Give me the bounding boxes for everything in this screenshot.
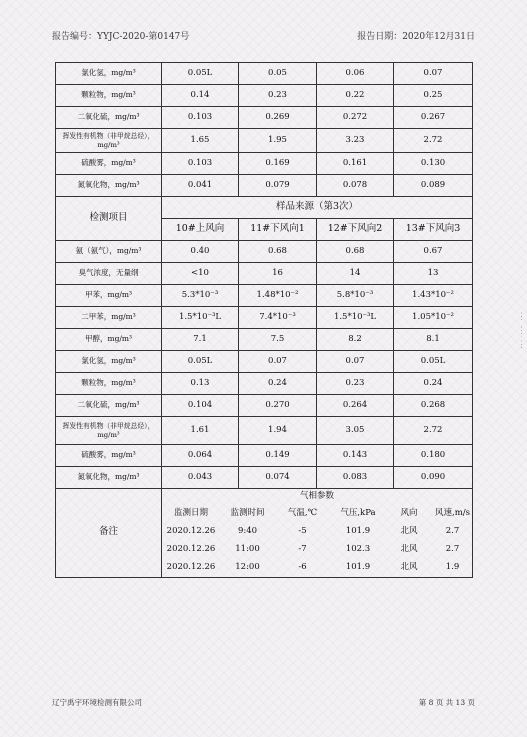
value-cell: 0.25 [394,85,473,107]
value-cell: <10 [162,263,239,285]
value-cell: 0.269 [239,107,317,129]
table-row [56,417,473,445]
value-cell: 0.68 [239,241,317,263]
value-cell: 1.5*10⁻³L [317,307,394,329]
weather-row [162,523,473,541]
item-label: 甲苯，mg/m³ [56,285,162,307]
weather-cell: 气温,℃ [287,507,318,518]
weather-cell: 2020.12.26 [166,543,216,554]
column-header: 12#下风向2 [317,219,394,241]
weather-cell: 2.7 [445,525,460,536]
item-label: 氮氧化物，mg/m³ [56,467,162,489]
value-cell: 0.090 [394,467,473,489]
value-cell: 0.079 [239,175,317,197]
value-cell: 0.078 [317,175,394,197]
weather-cell: 气压,kPa [340,507,376,518]
value-cell: 0.23 [317,373,394,395]
value-cell: 1.05*10⁻² [394,307,473,329]
report-date: 报告日期：2020年12月31日 [357,32,475,42]
item-label: 二氧化硫，mg/m³ [56,107,162,129]
weather-cell: 北风 [400,561,418,572]
item-label: 氯化氢，mg/m³ [56,351,162,373]
item-label: 氨（氨气），mg/m³ [56,241,162,263]
value-cell: 0.103 [162,107,239,129]
value-cell: 0.089 [394,175,473,197]
value-cell: 0.104 [162,395,239,417]
weather-cell: 11:00 [235,543,260,554]
table-row [56,153,473,175]
weather-cell: 2020.12.26 [166,525,216,536]
table-row [56,63,473,85]
weather-cell: -7 [298,543,307,554]
source-header: 样品来源（第3次） [162,197,473,219]
weather-cell: 101.9 [345,561,371,572]
value-cell: 0.180 [394,445,473,467]
value-cell: 0.264 [317,395,394,417]
value-cell: 0.07 [239,351,317,373]
item-label: 挥发性有机物（非甲烷总烃），mg/m³ [56,129,162,153]
notes-label: 备注 [56,489,162,578]
value-cell: 1.5*10⁻³L [162,307,239,329]
value-cell: 0.161 [317,153,394,175]
value-cell: 0.043 [162,467,239,489]
value-cell: 3.23 [317,129,394,153]
column-header: 11#下风向1 [239,219,317,241]
value-cell: 0.169 [239,153,317,175]
item-label: 颗粒物，mg/m³ [56,85,162,107]
weather-cell: -6 [298,561,307,572]
value-cell: 0.074 [239,467,317,489]
table-row [56,351,473,373]
item-label: 颗粒物，mg/m³ [56,373,162,395]
value-cell: 0.272 [317,107,394,129]
table-row [56,307,473,329]
value-cell: 0.130 [394,153,473,175]
value-cell: 0.143 [317,445,394,467]
value-cell: 0.064 [162,445,239,467]
item-label: 氯化氢，mg/m³ [56,63,162,85]
table-row [56,329,473,351]
table-row [56,395,473,417]
table-row [56,241,473,263]
notes-title-row [56,489,473,505]
item-label: 二甲苯，mg/m³ [56,307,162,329]
value-cell: 8.1 [394,329,473,351]
weather-row [162,541,473,559]
weather-cell: 101.9 [345,525,371,536]
value-cell: 0.40 [162,241,239,263]
value-cell: 0.24 [239,373,317,395]
value-cell: 0.13 [162,373,239,395]
value-cell: 0.07 [394,63,473,85]
table-row [56,285,473,307]
item-label: 挥发性有机物（非甲烷总烃），mg/m³ [56,417,162,445]
value-cell: 3.05 [317,417,394,445]
value-cell: 0.149 [239,445,317,467]
value-cell: 5.8*10⁻³ [317,285,394,307]
value-cell: 8.2 [317,329,394,351]
value-cell: 0.24 [394,373,473,395]
table-row [56,467,473,489]
value-cell: 0.05L [394,351,473,373]
weather-cell: 9:40 [237,525,258,536]
column-header: 13#下风向3 [394,219,473,241]
value-cell: 0.22 [317,85,394,107]
weather-title: 气相参数 [162,489,473,505]
value-cell: 0.07 [317,351,394,373]
value-cell: 13 [394,263,473,285]
table-row [56,373,473,395]
page-number: 第 8 页 共 13 页 [418,698,475,707]
value-cell: 0.083 [317,467,394,489]
item-label: 硫酸雾，mg/m³ [56,445,162,467]
weather-cell: 北风 [400,543,418,554]
value-cell: 0.67 [394,241,473,263]
item-label: 氮氧化物，mg/m³ [56,175,162,197]
value-cell: 1.48*10⁻² [239,285,317,307]
source-header-row [56,197,473,219]
report-number: 报告编号：YYJC-2020-第0147号 [52,32,190,42]
weather-cell: 监测日期 [173,507,208,518]
value-cell: 1.43*10⁻² [394,285,473,307]
value-cell: 0.14 [162,85,239,107]
weather-cell: 2020.12.26 [166,561,216,572]
value-cell: 1.65 [162,129,239,153]
value-cell: 2.72 [394,417,473,445]
company-name: 辽宁禹宇环境检测有限公司 [52,698,142,707]
value-cell: 0.06 [317,63,394,85]
value-cell: 14 [317,263,394,285]
value-cell: 0.270 [239,395,317,417]
table-row [56,85,473,107]
value-cell: 7.4*10⁻³ [239,307,317,329]
value-cell: 0.268 [394,395,473,417]
weather-cell: 12:00 [235,561,260,572]
item-label: 二氧化硫，mg/m³ [56,395,162,417]
value-cell: 1.61 [162,417,239,445]
weather-cell: 风向 [400,507,418,518]
value-cell: 0.041 [162,175,239,197]
value-cell: 7.5 [239,329,317,351]
table-row [56,263,473,285]
value-cell: 16 [239,263,317,285]
weather-cell: 2.7 [445,543,460,554]
seal-edge-mark: ⋮ ⋮ ⋮ [517,312,526,350]
value-cell: 0.05L [162,351,239,373]
table-row [56,107,473,129]
table-row [56,129,473,153]
value-cell: 0.23 [239,85,317,107]
weather-cell: 监测时间 [230,507,265,518]
weather-header-row [162,505,473,523]
table-row [56,175,473,197]
column-header: 10#上风向 [162,219,239,241]
value-cell: 0.267 [394,107,473,129]
value-cell: 5.3*10⁻³ [162,285,239,307]
item-header: 检测项目 [56,197,162,241]
value-cell: 0.103 [162,153,239,175]
weather-cell: 1.9 [445,561,460,572]
weather-cell: 102.3 [345,543,371,554]
weather-row [162,559,473,577]
value-cell: 0.05 [239,63,317,85]
value-cell: 1.95 [239,129,317,153]
value-cell: 2.72 [394,129,473,153]
value-cell: 1.94 [239,417,317,445]
weather-cell: 风速,m/s [435,507,470,518]
weather-cell: -5 [298,525,307,536]
item-label: 甲醇，mg/m³ [56,329,162,351]
table-row [56,445,473,467]
value-cell: 7.1 [162,329,239,351]
value-cell: 0.68 [317,241,394,263]
value-cell: 0.05L [162,63,239,85]
item-label: 臭气浓度，无量纲 [56,263,162,285]
item-label: 硫酸雾，mg/m³ [56,153,162,175]
monitoring-results-table [55,62,473,578]
weather-cell: 北风 [400,525,418,536]
weather-params [162,505,473,578]
